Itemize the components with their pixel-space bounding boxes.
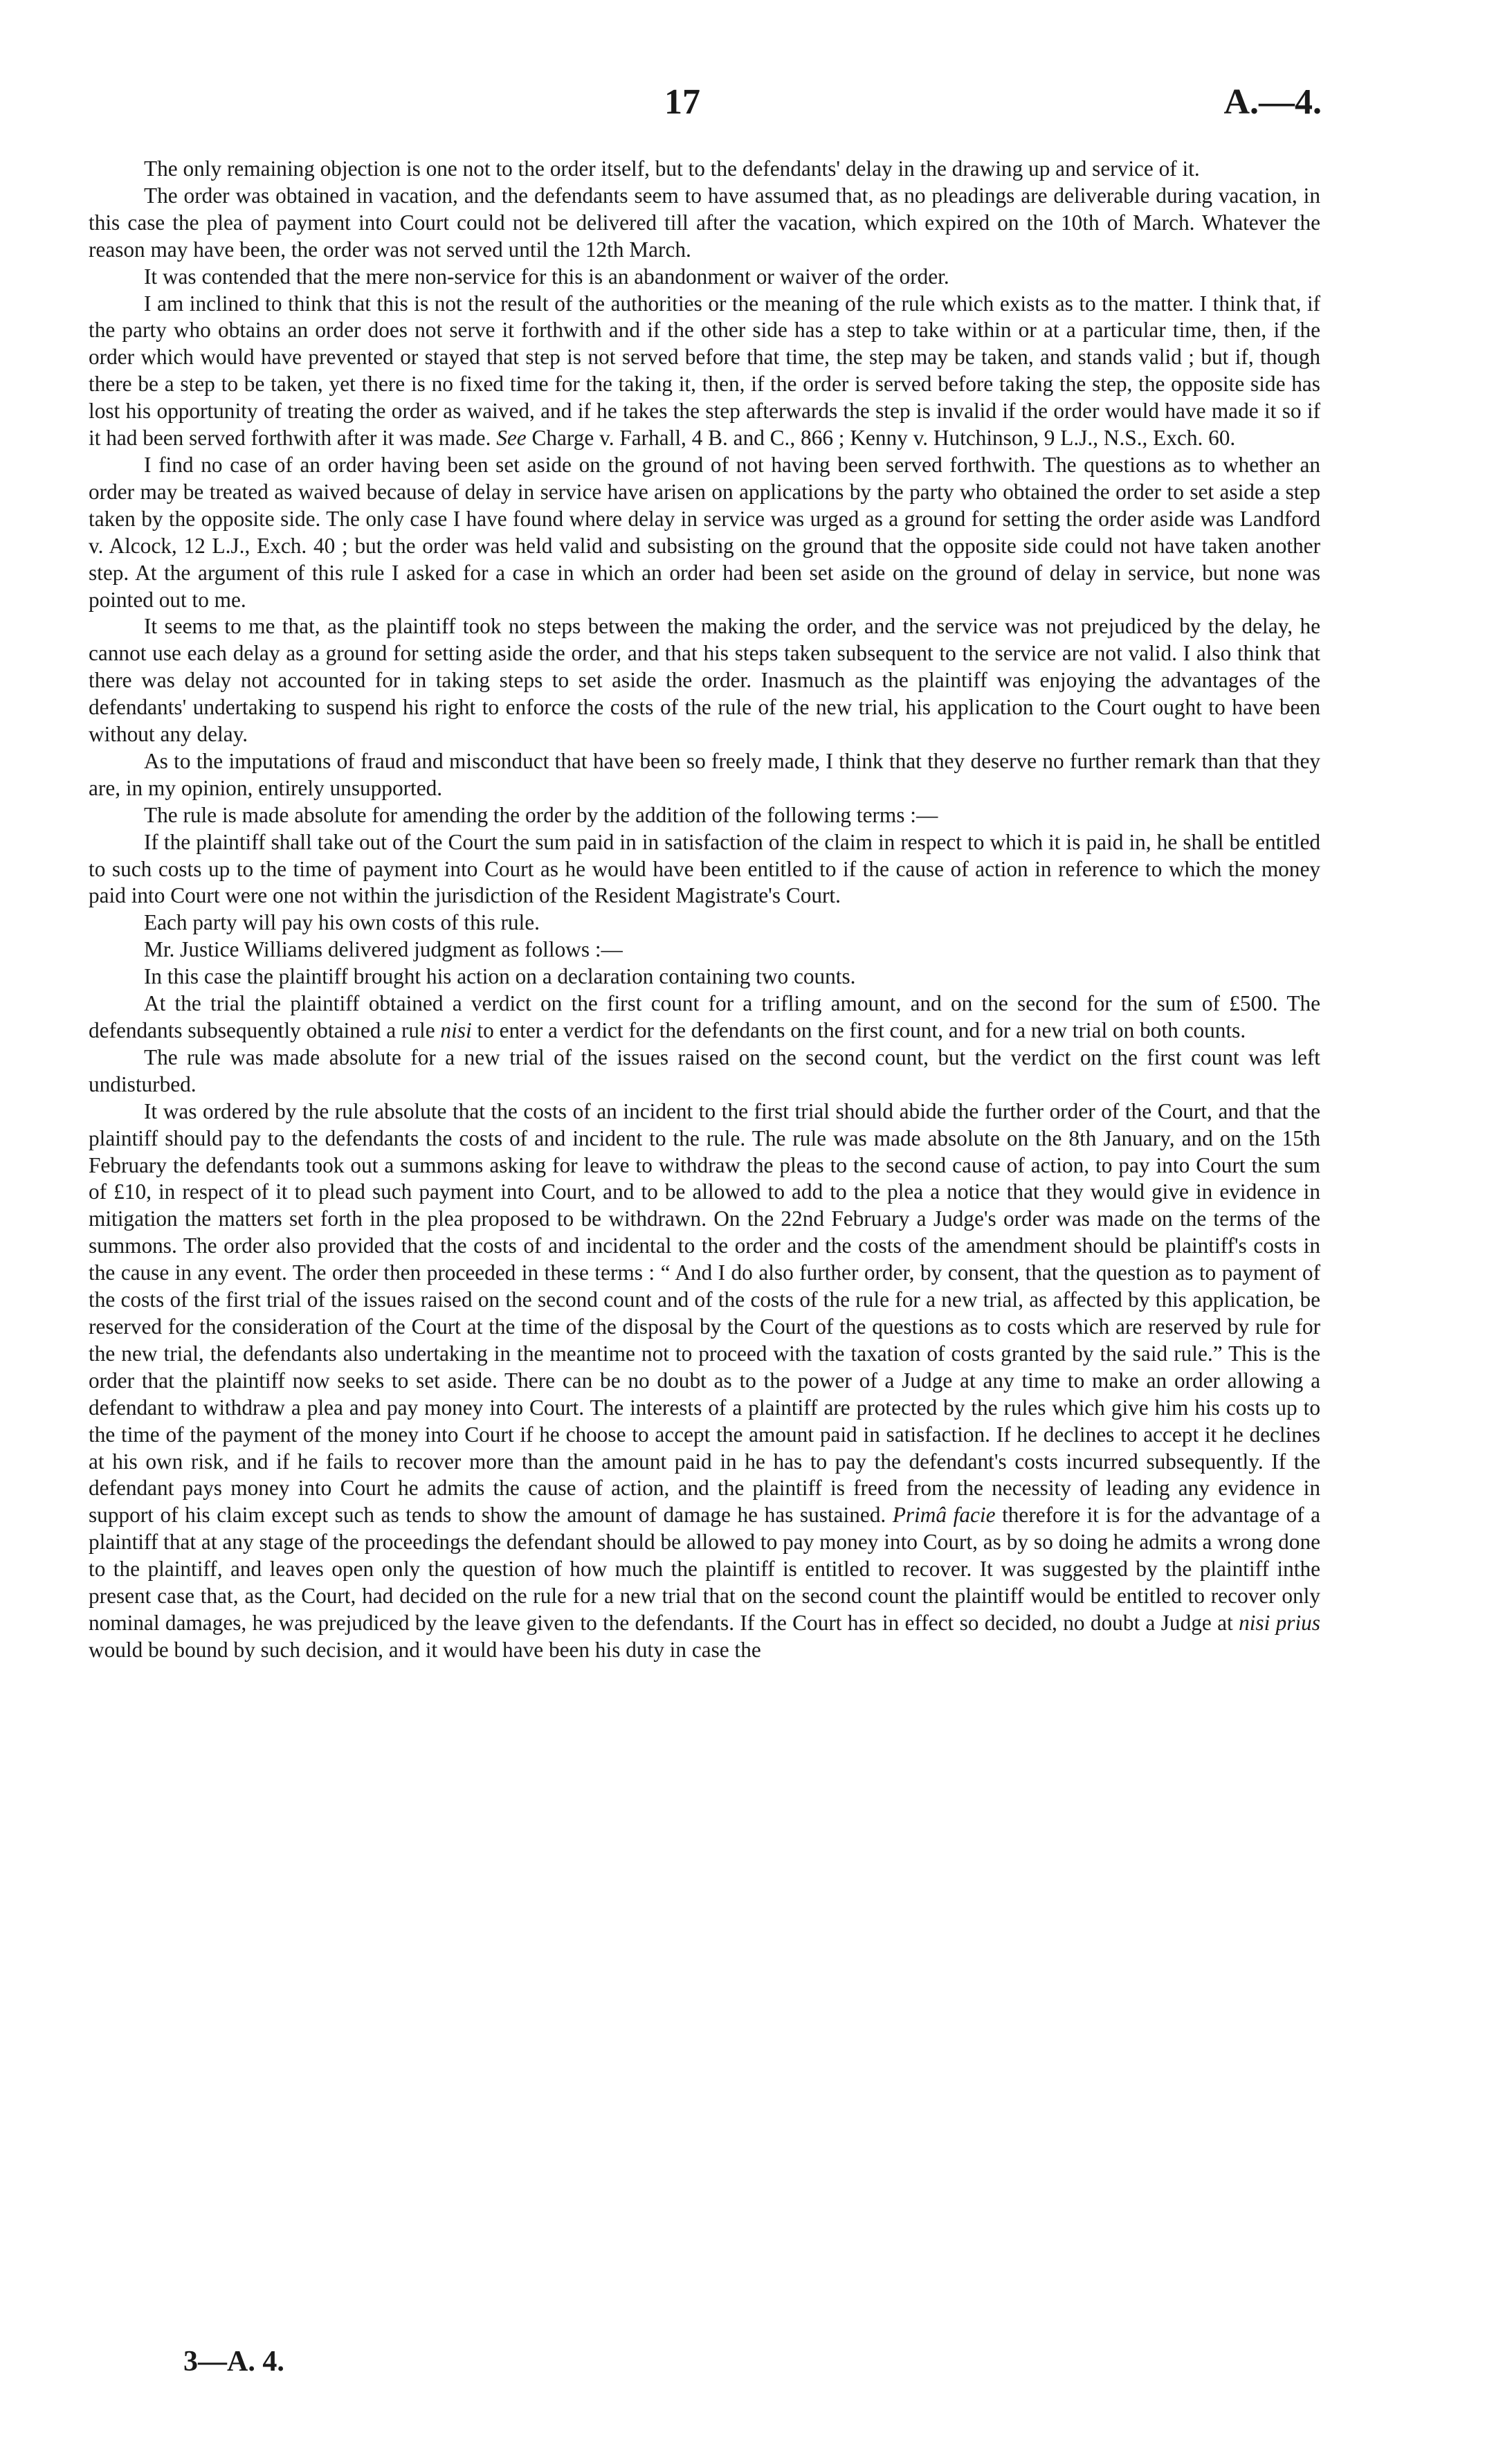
paragraph: It seems to me that, as the plaintiff took no steps between the making the order, and the service was not prejudiced by the delay, he cannot use each delay as a ground for setting aside the order, and that his steps taken subsequent to the service are not valid. I also think that there was delay not accounted for in taking steps to set aside the order. Inasmuch as the plaintiff was enjoying the advantages of the defendants' undertaking to suspend his right to enforce the costs of the rule of the new trial, his application to the Court ought to have been without any delay. xyxy=(89,614,1320,747)
paper-reference: A.—4. xyxy=(1223,82,1322,122)
page-header xyxy=(0,82,1512,130)
paragraph: The rule was made absolute for a new trial of the issues raised on the second count, but the verdict on the first count was left undisturbed. xyxy=(89,1044,1320,1096)
paragraph: The only remaining objection is one not to the order itself, but to the defendants' delay in the drawing up and service of it. xyxy=(144,156,1200,181)
paragraph: At the trial the plaintiff obtained a verdict on the first count for a trifling amount, and on the second for the sum of £500. The defendants subsequently obtained a rule nisi to enter a verdict for the defendants on the first count, and for a new trial on both counts. xyxy=(89,991,1320,1042)
italic-term: nisi xyxy=(440,1018,472,1042)
page-number: 17 xyxy=(664,82,700,122)
signature-mark: 3—A. 4. xyxy=(183,2346,284,2378)
paragraph: As to the imputations of fraud and misconduct that have been so freely made, I think that they deserve no further remark than that they are, in my opinion, entirely unsupported. xyxy=(89,748,1320,800)
paragraph: It was contended that the mere non-service for this is an abandonment or waiver of the order. xyxy=(144,264,949,289)
paragraph: I am inclined to think that this is not the result of the authorities or the meaning of the rule which exists as to the matter. I think that, if the party who obtains an order does not serve it forthwith and if the other side has a step to take within or at a particular time, then, if the order which would have prevented or stayed that step is not served before that time, the step may be taken, and stands valid ; but if, though there be a step to be taken, yet there is no fixed time for the taking it, then, if the order is served before taking the step, the opposite side has lost his opportunity of treating the order as waived, and if he takes the step afterwards the step is invalid if the order would have made it so if it had been served forthwith after it was made. See Charge v. Farhall, 4 B. and C., 866 ; Kenny v. Hutchinson, 9 L.J., N.S., Exch. 60. xyxy=(89,291,1320,451)
paragraph: If the plaintiff shall take out of the Court the sum paid in in satisfaction of the claim in respect to which it is paid in, he shall be entitled to such costs up to the time of payment into Court as he would have been entitled to if the cause of action in reference to which the money paid into Court were one not within the jurisdiction of the Resident Magistrate's Court. xyxy=(89,829,1320,908)
paragraph: Mr. Justice Williams delivered judgment as follows :— xyxy=(144,937,623,962)
paragraph: In this case the plaintiff brought his action on a declaration containing two counts. xyxy=(144,964,856,989)
italic-term: Primâ facie xyxy=(892,1503,996,1528)
italic-term: nisi prius xyxy=(1239,1610,1320,1635)
body-text xyxy=(89,156,1320,1664)
italic-term: See xyxy=(496,426,527,451)
paragraph: I find no case of an order having been set aside on the ground of not having been served forthwith. The questions as to whether an order may be treated as waived because of delay in service have arisen on applications by the party who obtained the order to set aside a step taken by the opposite side. The only case I have found where delay in service was urged as a ground for setting the order aside was Landford v. Alcock, 12 L.J., Exch. 40 ; but the order was held valid and subsisting on the ground that the opposite side could not have taken another step. At the argument of this rule I asked for a case in which an order had been set aside on the ground of delay in service, but none was pointed out to me. xyxy=(89,452,1320,612)
paragraph: It was ordered by the rule absolute that the costs of an incident to the first trial should abide the further order of the Court, and that the plaintiff should pay to the defendants the costs of and incident to the rule. The rule was made absolute on the 8th January, and on the 15th February the defendants took out a summons asking for leave to withdraw the pleas to the second cause of action, to pay into Court the sum of £10, in respect of it to plead such payment into Court, and to be allowed to add to the plea a notice that they would give in evidence in mitigation the matters set forth in the plea proposed to be withdrawn. On the 22nd February a Judge's order was made on the terms of the summons. The order also provided that the costs of and incidental to the order and the costs of the amendment should be plaintiff's costs in the cause in any event. The order then proceeded in these terms : “ And I do also further order, by consent, that the question as to payment of the costs of the first trial of the issues raised on the second count and of the costs of the rule for a new trial, as affected by this application, be reserved for the consideration of the Court at the time of the disposal by the Court of the questions as to costs which are reserved by rule for the new trial, the defendants also undertaking in the meantime not to proceed with the taxation of costs granted by the said rule.” This is the order that the plaintiff now seeks to set aside. There can be no doubt as to the power of a Judge at any time to make an order allowing a defendant to withdraw a plea and pay money into Court. The interests of a plaintiff are protected by the rules which give him his costs up to the time of the payment of the money into Court if he choose to accept the amount paid in satisfaction. If he declines to accept it he declines at his own risk, and if he fails to recover more than the amount paid in he has to pay the defendant's costs incurred subsequently. If the defendant pays money into Court he admits the cause of action, and the plaintiff is freed from the necessity of leading any evidence in support of his claim except such as tends to show the amount of damage he has sustained. Primâ facie therefore it is for the advantage of a plaintiff that at any stage of the proceedings the defendant should be allowed to pay money into Court, as by so doing he admits a wrong done to the plaintiff, and leaves open only the question of how much the plaintiff is entitled to recover. It was suggested by the plaintiff inthe present case that, as the Court, had decided on the rule for a new trial that on the second count the plaintiff would be entitled to recover only nominal damages, he was prejudiced by the leave given to the defendants. If the Court has in effect so decided, no doubt a Judge at nisi prius would be bound by such decision, and it would have been his duty in case the xyxy=(89,1098,1321,1662)
paragraph: Each party will pay his own costs of this rule. xyxy=(144,910,540,935)
paragraph: The rule is made absolute for amending the order by the addition of the following terms :— xyxy=(144,802,938,827)
paragraph: The order was obtained in vacation, and the defendants seem to have assumed that, as no pleadings are deliverable during vacation, in this case the plea of payment into Court could not be delivered till after the vacation, which expired on the 10th of March. Whatever the reason may have been, the order was not served until the 12th March. xyxy=(89,183,1320,262)
